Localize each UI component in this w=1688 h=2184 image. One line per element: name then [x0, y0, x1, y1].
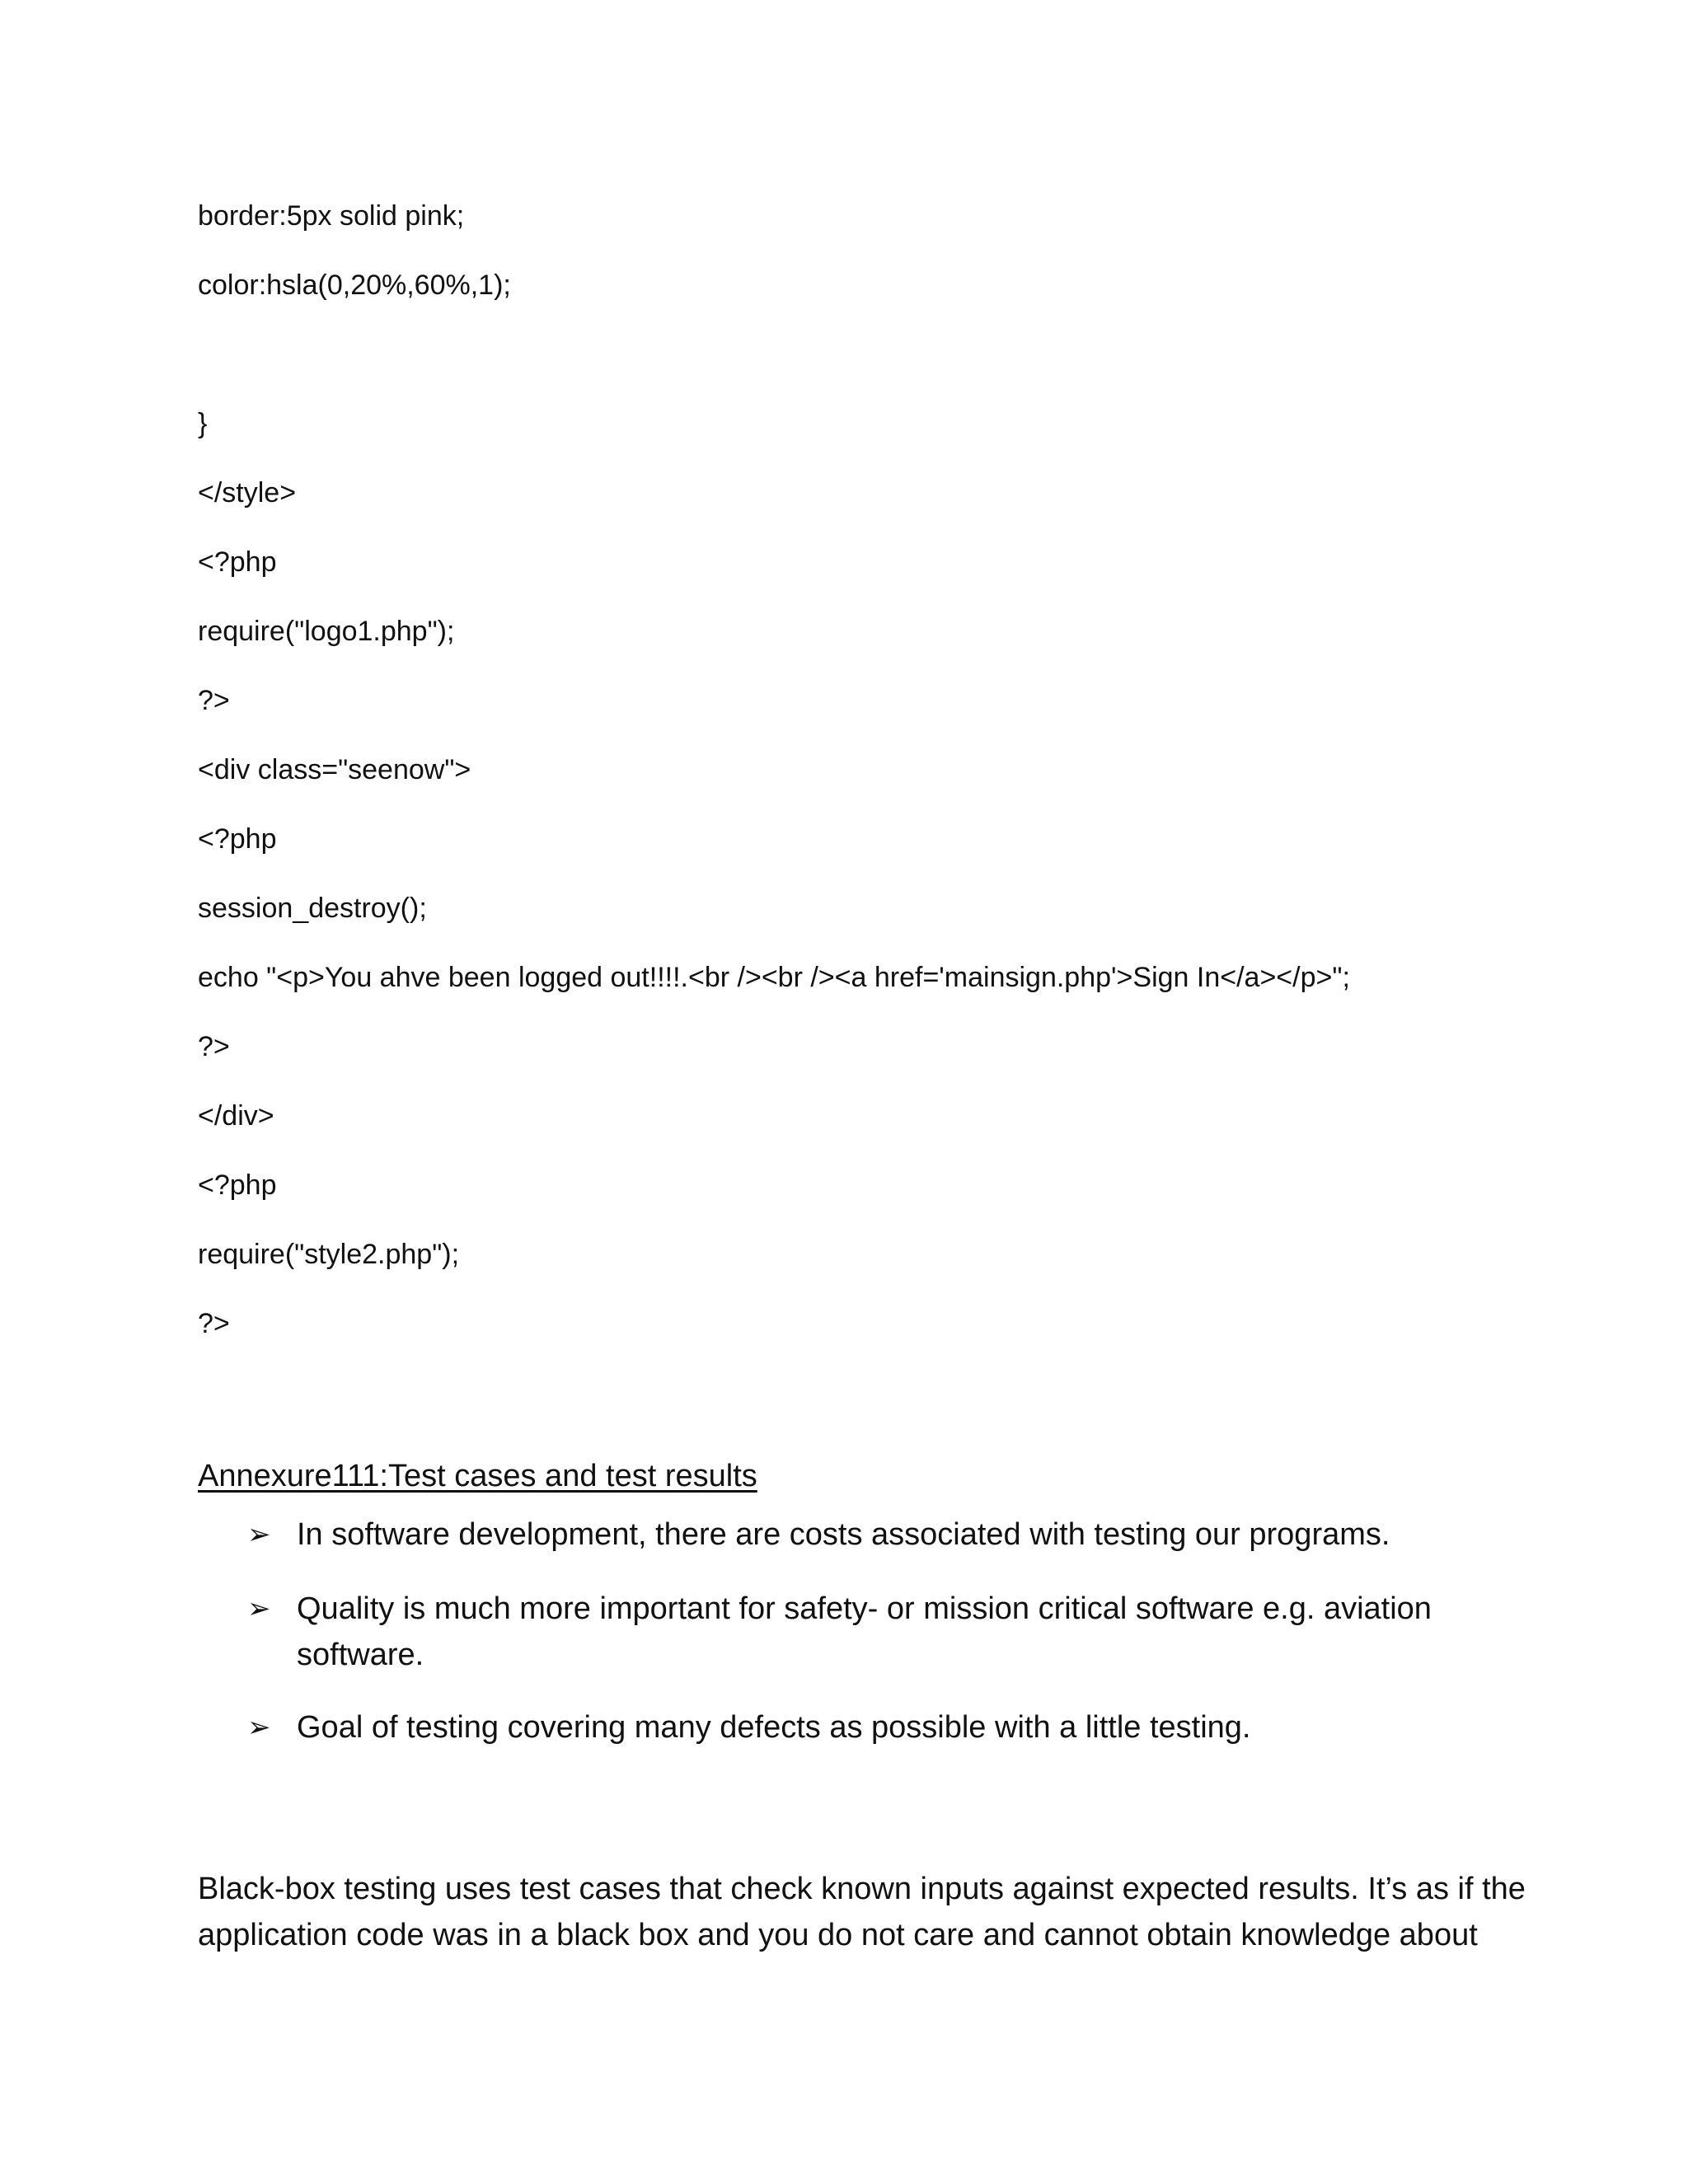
bullet-text: Quality is much more important for safety- or mission critical software e.g. aviation software. — [297, 1591, 1432, 1672]
code-line-11: echo "<p>You ahve been logged out!!!!.<br /><br /><a href='mainsign.php'>Sign In</a></p>"; — [198, 962, 1350, 993]
code-line-2: color:hsla(0,20%,60%,1); — [198, 269, 511, 301]
code-line-9: <?php — [198, 823, 277, 855]
code-line-14: <?php — [198, 1169, 277, 1201]
code-line-16: ?> — [198, 1308, 230, 1339]
section-heading: Annexure111:Test cases and test results — [198, 1459, 757, 1493]
arrow-bullet-icon: ➢ — [247, 1593, 271, 1624]
code-line-12: ?> — [198, 1031, 230, 1062]
code-line-1: border:5px solid pink; — [198, 200, 465, 232]
code-line-7: ?> — [198, 685, 230, 716]
code-line-8: <div class="seenow"> — [198, 754, 471, 785]
code-line-15: require("style2.php"); — [198, 1239, 460, 1270]
code-line-5: <?php — [198, 546, 277, 578]
code-line-10: session_destroy(); — [198, 893, 427, 924]
code-line-3: } — [198, 408, 208, 439]
arrow-bullet-icon: ➢ — [247, 1712, 271, 1743]
bullet-text: In software development, there are costs associated with testing our programs. — [297, 1517, 1390, 1552]
code-line-13: </div> — [198, 1100, 274, 1132]
body-paragraph: Black-box testing uses test cases that check known inputs against expected results. It’s as if the application code was in a black box and you do not care and cannot obtain knowledge about — [198, 1872, 1526, 1952]
arrow-bullet-icon: ➢ — [247, 1519, 271, 1550]
code-line-6: require("logo1.php"); — [198, 616, 455, 647]
bullet-text: Goal of testing covering many defects as possible with a little testing. — [297, 1710, 1251, 1745]
code-line-4: </style> — [198, 477, 297, 509]
